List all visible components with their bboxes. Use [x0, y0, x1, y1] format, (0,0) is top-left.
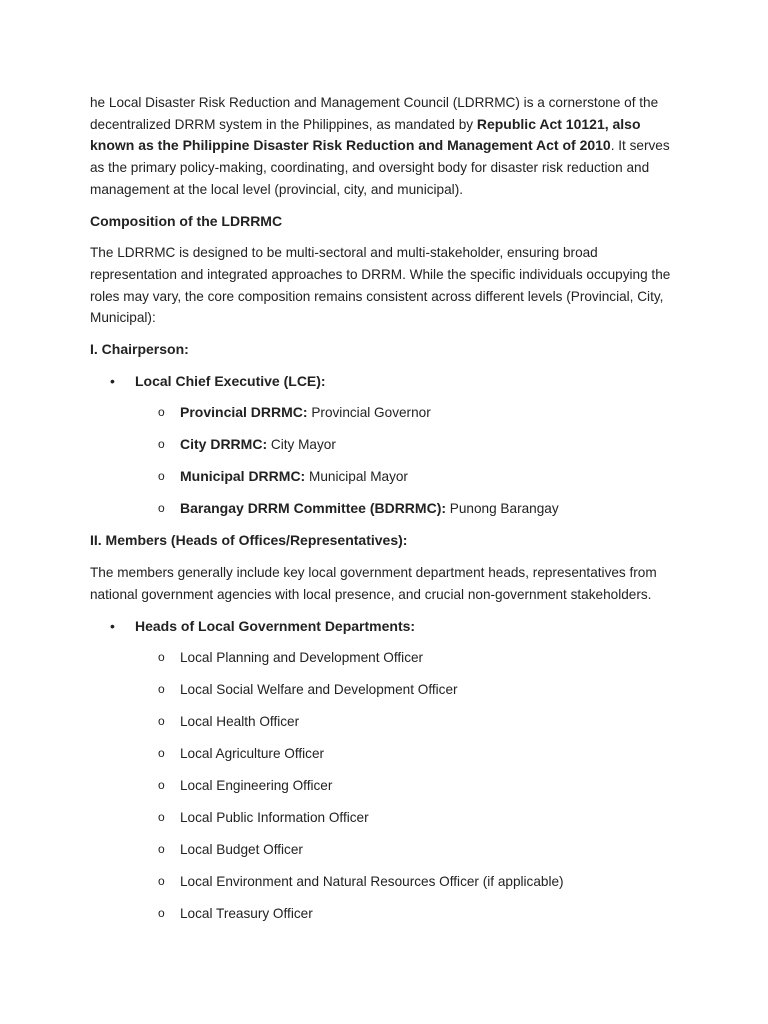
- chairperson-item-value: Punong Barangay: [446, 501, 559, 517]
- members-paragraph: The members generally include key local government department heads, representatives from national government agencies with local presence, and crucial non-government stakeholders.: [90, 565, 657, 602]
- chairperson-item-label: City DRRMC:: [180, 436, 268, 453]
- department-item: [90, 871, 684, 893]
- composition-paragraph: The LDRRMC is designed to be multi-sectoral and multi-stakeholder, ensuring broad representation and integrated approaches to DRRM. While the specific individuals occupying the roles may vary, the core composition remains consistent across different levels (Provincial, City, Municipal):: [90, 245, 671, 326]
- department-item: [90, 807, 684, 829]
- chairperson-bullet: [90, 371, 684, 393]
- intro-law-reference: Republic Act 10121, also known as the Philippine Disaster Risk Reduction and Management Act of 2010: [90, 115, 641, 154]
- chairperson-item-value: City Mayor: [267, 437, 336, 453]
- department-item: [90, 775, 684, 797]
- sub-bullet-icon: o: [158, 650, 165, 665]
- sub-bullet-icon: o: [158, 810, 165, 825]
- sub-bullet-icon: o: [158, 437, 165, 452]
- sub-bullet-icon: o: [158, 778, 165, 793]
- sub-bullet-icon: o: [158, 874, 165, 889]
- intro-paragraph: [90, 92, 684, 201]
- department-item-label: Local Social Welfare and Development Officer: [180, 682, 458, 698]
- department-item: [90, 903, 684, 925]
- chairperson-heading: I. Chairperson:: [90, 341, 189, 358]
- chairperson-item-label: Provincial DRRMC:: [180, 404, 308, 421]
- chairperson-item-value: Provincial Governor: [307, 405, 431, 421]
- department-item-label: Local Treasury Officer: [180, 906, 313, 922]
- intro-text-b: . It serves as the primary policy-making, coordinating, and oversight body for disaster risk reduction and management at the local level (provincial, city, and municipal).: [90, 138, 670, 197]
- sub-bullet-icon: o: [158, 746, 165, 761]
- chairperson-item-label: Municipal DRRMC:: [180, 468, 306, 485]
- chairperson-item: [90, 434, 684, 456]
- department-item-label: Local Budget Officer: [180, 842, 303, 858]
- department-item-label: Local Planning and Development Officer: [180, 650, 424, 666]
- members-bullet: [90, 616, 684, 638]
- sub-bullet-icon: o: [158, 405, 165, 420]
- sub-bullet-icon: o: [158, 906, 165, 921]
- department-item: [90, 743, 684, 765]
- chairperson-item-value: Municipal Mayor: [305, 469, 408, 485]
- document-page: [90, 92, 684, 935]
- department-item-label: Local Health Officer: [180, 714, 300, 730]
- department-item: [90, 679, 684, 701]
- chairperson-item: [90, 498, 684, 520]
- department-item-label: Local Public Information Officer: [180, 810, 369, 826]
- composition-heading: Composition of the LDRRMC: [90, 212, 283, 229]
- department-item: [90, 711, 684, 733]
- sub-bullet-icon: o: [158, 501, 165, 516]
- department-item-label: Local Agriculture Officer: [180, 746, 325, 762]
- bullet-icon: •: [110, 372, 115, 389]
- bullet-icon: •: [110, 617, 115, 634]
- department-item: [90, 839, 684, 861]
- chairperson-item-label: Barangay DRRM Committee (BDRRMC):: [180, 500, 447, 517]
- department-item-label: Local Environment and Natural Resources Officer (if applicable): [180, 874, 564, 890]
- members-heading: II. Members (Heads of Offices/Representatives):: [90, 532, 408, 549]
- department-item-label: Local Engineering Officer: [180, 778, 333, 794]
- chairperson-bullet-label: Local Chief Executive (LCE):: [135, 372, 326, 389]
- members-bullet-label: Heads of Local Government Departments:: [135, 617, 416, 634]
- sub-bullet-icon: o: [158, 714, 165, 729]
- sub-bullet-icon: o: [158, 469, 165, 484]
- chairperson-item: [90, 402, 684, 424]
- sub-bullet-icon: o: [158, 842, 165, 857]
- chairperson-item: [90, 466, 684, 488]
- sub-bullet-icon: o: [158, 682, 165, 697]
- intro-text-a: he Local Disaster Risk Reduction and Management Council (LDRRMC) is a cornerstone of the decentralized DRRM system in the Philippines, as mandated by: [90, 95, 659, 132]
- department-item: [90, 647, 684, 669]
